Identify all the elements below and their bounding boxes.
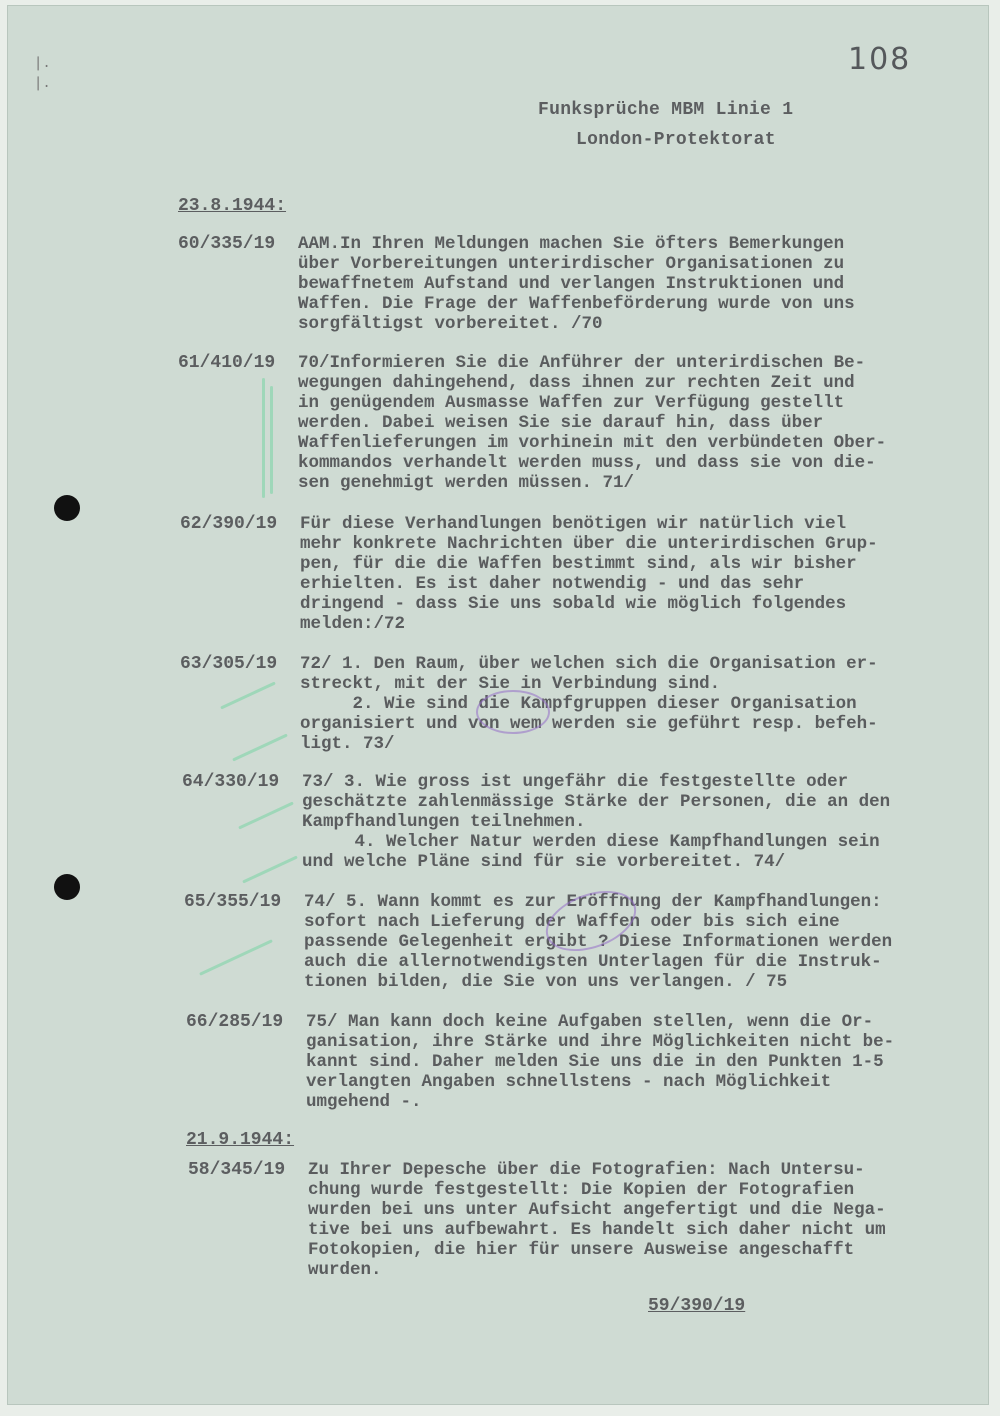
message-code: 60/335/19: [178, 234, 276, 254]
green-pencil-mark: [220, 681, 276, 709]
message-text: Für diese Verhandlungen benötigen wir natürlich viel mehr konkrete Nachrichten über die unterirdischen Grup- pen, für die die Waffen bestimmt sind, als wir bisher erhielten. Es ist daher notwendig - und das sehr dringend - dass Sie uns sobald wie möglich folgendes melden:/72: [300, 514, 878, 634]
message-code: 63/305/19: [180, 654, 278, 674]
section-date: 21.9.1944:: [186, 1130, 295, 1150]
message-text: Zu Ihrer Depesche über die Fotografien: Nach Untersu- chung wurde festgestellt: Die Kopien der Fotografien wurden bei uns unter Aufsicht angefertigt und die Nega- tive bei uns aufbewahrt. Es handelt sich daher nicht um Fotokopien, die hier für unsere Ausweise angeschafft wurden.: [308, 1160, 886, 1280]
green-pencil-mark: [262, 378, 265, 498]
message-code: 61/410/19: [178, 353, 276, 373]
message-code: 62/390/19: [180, 514, 278, 534]
margin-mark: ∣. ∣.: [34, 56, 51, 92]
green-pencil-mark: [242, 855, 298, 883]
message-code: 66/285/19: [186, 1012, 284, 1032]
stamp-mark: [476, 690, 550, 734]
message-text: 70/Informieren Sie die Anführer der unterirdischen Be- wegungen dahingehend, dass ihnen zur rechten Zeit und in genügendem Ausmasse Waffen zur Verfügung gestellt werden. Dabei weisen Sie sie darauf hin, dass über Waffenlieferungen im vorhinein mit den verbündeten Ober- kommandos verhandelt werden muss, und dass sie von die- sen genehmigt werden müssen. 71/: [298, 353, 887, 493]
message-text: 72/ 1. Den Raum, über welchen sich die Organisation er- streckt, mit der Sie in Verbindung sind. 2. Wie sind die Kampfgruppen dieser Organisation organisiert und von wem werden sie geführt resp. befeh- ligt. 73/: [300, 654, 878, 754]
document-page: [8, 6, 988, 1404]
green-pencil-mark: [232, 733, 288, 761]
header-title: Funksprüche MBM Linie 1: [538, 100, 794, 120]
page-number: 108: [848, 42, 912, 77]
header-subtitle: London-Protektorat: [576, 130, 776, 150]
message-code: 65/355/19: [184, 892, 282, 912]
section-date: 23.8.1944:: [178, 196, 287, 216]
footer-message-code: 59/390/19: [648, 1296, 746, 1316]
message-text: 75/ Man kann doch keine Aufgaben stellen, wenn die Or- ganisation, ihre Stärke und ihre Möglichkeiten nicht be- kannt sind. Daher melden Sie uns die in den Punkten 1-5 verlangten Angaben schnellstens - nach Möglichkeit umgehend -.: [306, 1012, 895, 1112]
message-text: 73/ 3. Wie gross ist ungefähr die festgestellte oder geschätzte zahlenmässige Stärke der Personen, die an den Kampfhandlungen teilnehmen. 4. Welcher Natur werden diese Kampfhandlungen sein und welche Pläne sind für sie vorbereitet. 74/: [302, 772, 891, 872]
green-pencil-mark: [238, 801, 294, 829]
message-code: 64/330/19: [182, 772, 280, 792]
message-text: AAM.In Ihren Meldungen machen Sie öfters Bemerkungen über Vorbereitungen unterirdischer Organisationen zu bewaffnetem Aufstand und verlangen Instruktionen und Waffen. Die Frage der Waffenbeförderung wurde von uns sorgfältigst vorbereitet. /70: [298, 234, 855, 334]
green-pencil-mark: [199, 939, 273, 976]
green-pencil-mark: [270, 386, 273, 494]
punch-hole: [54, 874, 80, 900]
message-text: 74/ 5. Wann kommt es zur Eröffnung der Kampfhandlungen: sofort nach Lieferung der Waffen oder bis sich eine passende Gelegenheit ergibt ? Diese Informationen werden auch die allernotwendigsten Unterlagen für die Instruk- tionen bilden, die Sie von uns verlangen. / 75: [304, 892, 893, 992]
punch-hole: [54, 495, 80, 521]
message-code: 58/345/19: [188, 1160, 286, 1180]
